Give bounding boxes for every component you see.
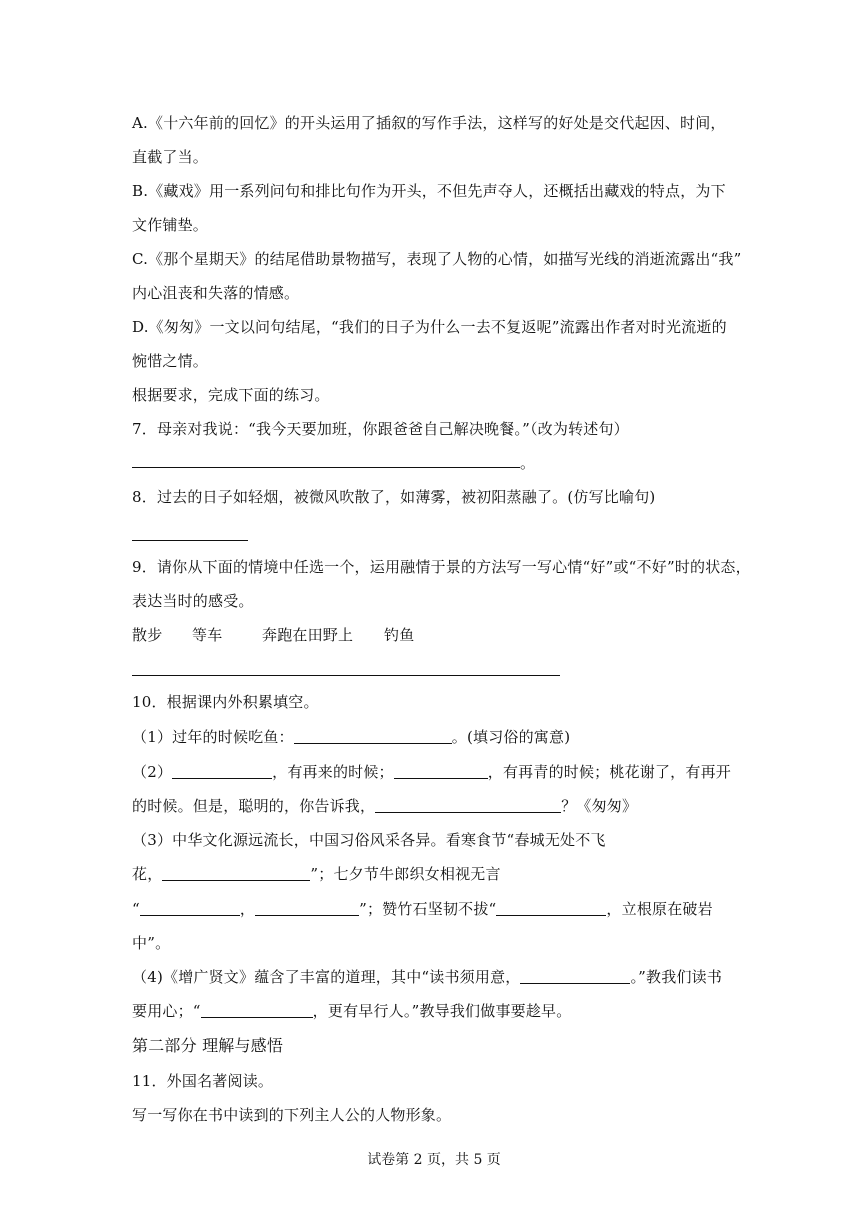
q10-item1-note: 。(填习俗的寓意) [451, 728, 571, 746]
q10-item4-text: 要用心；“ [132, 1002, 201, 1020]
option-b-line1: B.《藏戏》用一系列问句和排比句作为开头，不但先声夺人，还概括出藏戏的特点，为下 [132, 182, 726, 200]
question-9-line2: 表达当时的感受。 [132, 592, 254, 610]
question-11-instruction: 写一写你在书中读到的下列主人公的人物形象。 [132, 1106, 452, 1124]
q9-options [132, 625, 414, 645]
option-a-line2: 直截了当。 [132, 148, 209, 166]
q10-item2-text: ，有再青的时候；桃花谢了，有再开 [487, 763, 731, 781]
q10-item2-line2 [132, 796, 637, 816]
q10-item3-line4: 中”。 [132, 934, 171, 952]
q10-item3-text: ， [239, 900, 256, 918]
q10-item1 [132, 727, 570, 747]
q10-item3-line3 [132, 899, 713, 919]
section-heading: 第二部分 理解与感悟 [132, 1036, 284, 1055]
q9-option: 散步 [132, 626, 163, 644]
blank [255, 900, 359, 916]
q10-item4-line1 [132, 967, 722, 987]
q10-item4-text: 。”教我们读书 [630, 968, 723, 986]
blank [496, 900, 606, 916]
q10-item4-text: （4)《增广贤文》蕴含了丰富的道理，其中“读书须用意， [132, 968, 521, 986]
blank [172, 763, 272, 779]
option-c-line1: C.《那个星期天》的结尾借助景物描写，表现了人物的心情，如描写光线的消逝流露出“我” [132, 250, 742, 268]
blank [201, 1002, 313, 1018]
instruction: 根据要求，完成下面的练习。 [132, 386, 330, 404]
question-8: 8．过去的日子如轻烟，被微风吹散了，如薄雾，被初阳蒸融了。(仿写比喻句) [132, 488, 656, 506]
q10-item3-line2 [132, 864, 501, 884]
option-a-line1: A.《十六年前的回忆》的开头运用了插叙的写作手法，这样写的好处是交代起因、时间， [132, 114, 726, 132]
q10-item3-text: ”；七夕节牛郎织女相视无言 [310, 865, 501, 883]
q10-item3-line1: （3）中华文化源远流长，中国习俗风采各异。看寒食节“春城无处不飞 [132, 831, 606, 849]
question-9-line1: 9．请你从下面的情境中任选一个，运用融情于景的方法写一写心情“好”或“不好”时的状态， [132, 558, 751, 576]
blank [294, 728, 452, 744]
q10-item2-source: ？《匆匆》 [561, 797, 638, 815]
q10-item3-text: “ [132, 900, 140, 918]
q9-option: 奔跑在田野上 [262, 626, 354, 644]
q10-item2-label: （2） [132, 763, 173, 781]
q10-item3-text: ，立根原在破岩 [606, 900, 713, 918]
q10-item3-text: 花， [132, 865, 163, 883]
q10-item4-line2 [132, 1001, 571, 1021]
option-b-line2: 文作铺垫。 [132, 216, 209, 234]
q10-item4-text: ，更有早行人。”教导我们做事要趁早。 [312, 1002, 572, 1020]
blank [520, 968, 630, 984]
question-11: 11．外国名著阅读。 [132, 1072, 274, 1090]
answer-line-q8 [132, 540, 248, 541]
q7-period: 。 [520, 454, 536, 472]
q10-item2-line1 [132, 762, 731, 782]
q10-item2-text: ，有再来的时候； [272, 763, 394, 781]
blank [140, 900, 240, 916]
option-d-line2: 惋惜之情。 [132, 352, 209, 370]
answer-line-q9 [132, 675, 560, 676]
question-7: 7．母亲对我说：“我今天要加班，你跟爸爸自己解决晚餐。”（改为转述句） [132, 420, 629, 438]
option-d-line1: D.《匆匆》一文以问句结尾，“我们的日子为什么一去不复返呢”流露出作者对时光流逝的 [132, 318, 727, 336]
question-10: 10．根据课内外积累填空。 [132, 693, 319, 711]
answer-line-q7 [132, 467, 520, 468]
blank [162, 865, 310, 881]
page-footer: 试卷第 2 页，共 5 页 [367, 1152, 501, 1168]
q9-option: 等车 [192, 626, 223, 644]
q9-option: 钓鱼 [384, 626, 415, 644]
blank [394, 763, 488, 779]
q10-item3-text: ”；赞竹石坚韧不拔“ [359, 900, 497, 918]
blank [375, 797, 561, 813]
option-c-line2: 内心沮丧和失落的情感。 [132, 284, 300, 302]
q10-item2-text: 的时候。但是，聪明的，你告诉我， [132, 797, 376, 815]
q10-item1-text: （1）过年的时候吃鱼： [132, 728, 294, 746]
